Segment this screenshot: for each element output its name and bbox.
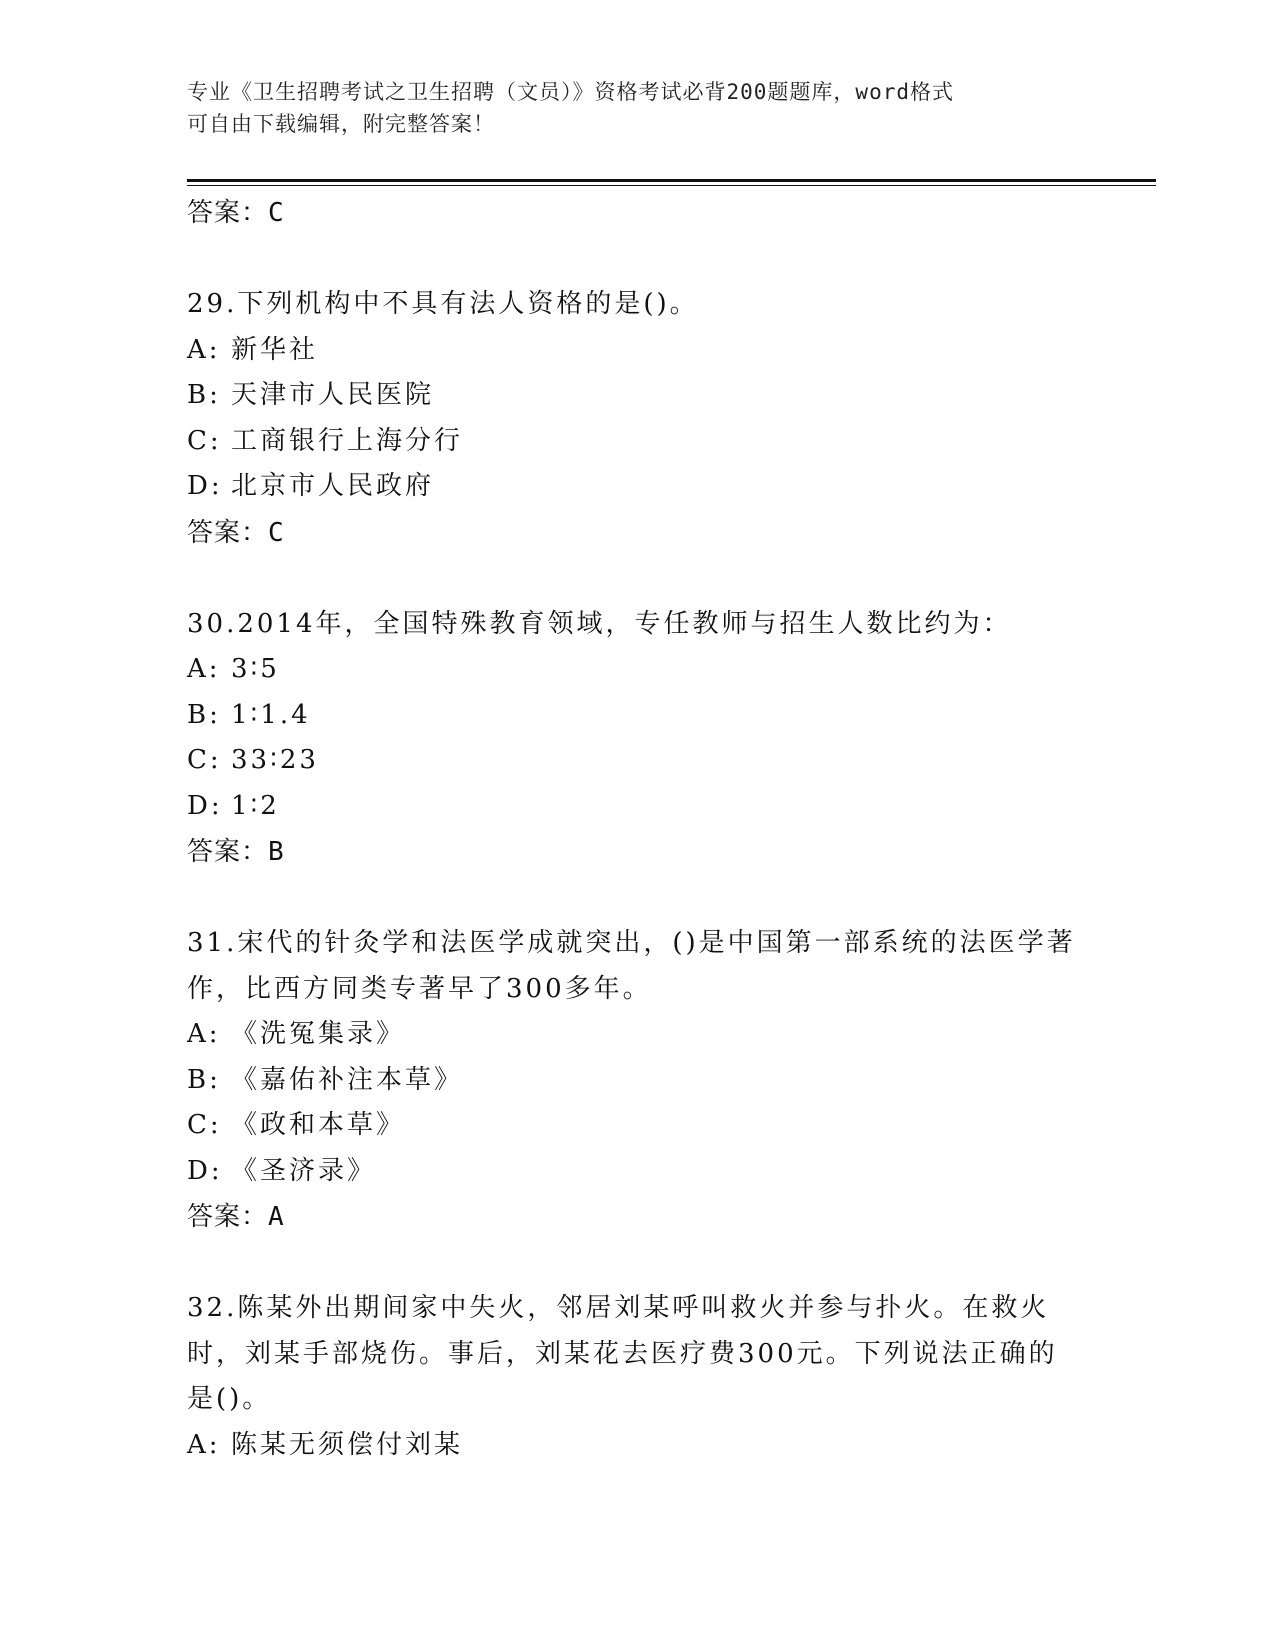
spacer xyxy=(187,556,1077,602)
answer-line: 答案：A xyxy=(187,1202,285,1232)
question-block xyxy=(187,1286,1077,1468)
option-text: 33∶23 xyxy=(231,745,319,775)
question-text: 32.陈某外出期间家中失火，邻居刘某呼叫救火并参与扑火。在救火时，刘某手部烧伤。事后，刘某花去医疗费300元。下列说法正确的是()。 xyxy=(187,1293,1058,1414)
answer-line: 答案：C xyxy=(187,198,285,228)
option-text: 1∶1.4 xyxy=(231,699,311,730)
question-block xyxy=(187,921,1077,1240)
option-text: 天津市人民医院 xyxy=(231,380,435,410)
option-a xyxy=(187,328,1077,374)
option-text: 《嘉佑补注本草》 xyxy=(231,1064,464,1095)
answer-line: 答案：C xyxy=(187,517,285,548)
option-a xyxy=(187,647,1077,693)
spacer xyxy=(187,875,1077,921)
option-text: 《圣济录》 xyxy=(231,1155,377,1186)
option-text: 陈某无须偿付刘某 xyxy=(231,1429,464,1460)
question-text: 29.下列机构中不具有法人资格的是()。 xyxy=(187,289,699,319)
option-b xyxy=(187,1058,1077,1104)
option-letter: B: xyxy=(187,1064,221,1095)
question-block xyxy=(187,602,1077,876)
option-letter: C: xyxy=(187,1110,222,1140)
option-text: 1∶2 xyxy=(231,790,280,821)
header-line-1: 专业《卫生招聘考试之卫生招聘（文员）》资格考试必背200题题库，word格式 xyxy=(187,80,954,104)
option-letter: B: xyxy=(187,380,221,410)
option-text: 新华社 xyxy=(231,334,319,365)
option-a xyxy=(187,1012,1077,1058)
option-d xyxy=(187,1149,1077,1195)
option-b xyxy=(187,693,1077,739)
option-letter: A: xyxy=(187,1019,221,1049)
option-letter: D: xyxy=(187,1155,223,1186)
option-c xyxy=(187,738,1077,784)
option-text: 《洗冤集录》 xyxy=(231,1019,406,1049)
spacer xyxy=(187,1240,1077,1286)
option-letter: D: xyxy=(187,790,223,821)
answer-line: 答案：B xyxy=(187,837,285,867)
option-letter: D: xyxy=(187,471,223,501)
option-letter: C: xyxy=(187,745,222,775)
header-divider-thin xyxy=(187,185,1156,186)
document-header xyxy=(187,76,1067,140)
header-divider-thick xyxy=(187,179,1156,182)
option-c xyxy=(187,419,1077,465)
spacer xyxy=(187,236,1077,282)
question-block xyxy=(187,282,1077,556)
option-a xyxy=(187,1423,1077,1469)
option-d xyxy=(187,464,1077,510)
option-c xyxy=(187,1103,1077,1149)
option-text: 工商银行上海分行 xyxy=(231,425,464,456)
question-text: 31.宋代的针灸学和法医学成就突出，()是中国第一部系统的法医学著作，比西方同类专著早了300多年。 xyxy=(187,928,1076,1004)
option-d xyxy=(187,784,1077,830)
question-text: 30.2014年，全国特殊教育领域，专任教师与招生人数比约为： xyxy=(187,608,1012,639)
option-text: 《政和本草》 xyxy=(231,1110,406,1140)
option-letter: C: xyxy=(187,425,222,456)
header-line-2: 可自由下载编辑，附完整答案！ xyxy=(187,112,495,136)
option-b xyxy=(187,373,1077,419)
option-text: 3∶5 xyxy=(231,654,280,684)
option-letter: A: xyxy=(187,654,221,684)
document-body xyxy=(187,190,1077,1468)
option-text: 北京市人民政府 xyxy=(231,471,435,501)
option-letter: A: xyxy=(187,1429,221,1460)
option-letter: A: xyxy=(187,334,221,365)
option-letter: B: xyxy=(187,699,221,730)
